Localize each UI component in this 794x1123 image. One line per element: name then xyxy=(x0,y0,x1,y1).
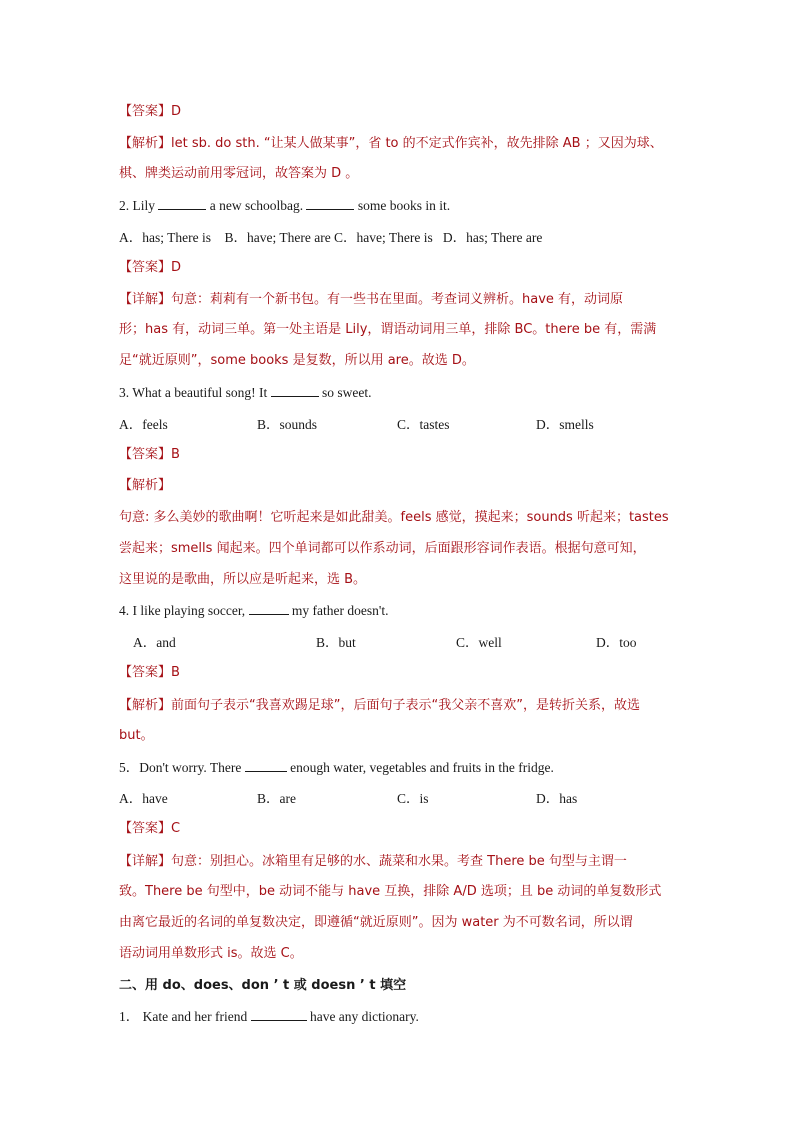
q5-stem xyxy=(119,759,554,777)
q5-option-d: D．has xyxy=(536,791,578,806)
q5-option-c: C．is xyxy=(397,791,429,806)
detail-tag: 【详解】 xyxy=(119,854,172,869)
q3-option-d: D．smells xyxy=(536,417,594,432)
analysis-tag: 【解析】 xyxy=(119,136,172,151)
stem-text: some books in it. xyxy=(354,198,451,213)
analysis-text: let sb. do sth. “让某人做某事”，省 to 的不定式作宾补，故先排除 AB ；又因为球、 xyxy=(171,136,663,151)
detail-text: 句意：别担心。冰箱里有足够的水、蔬菜和水果。考查 There be 句型与主谓一 xyxy=(171,854,627,869)
q3-analysis-line2: 尝起来；smells 闻起来。四个单词都可以作系动词，后面跟形容词作表语。根据句意可知， xyxy=(119,541,646,556)
q2-answer: 【答案】D xyxy=(119,260,182,275)
analysis-text: 前面句子表示“我喜欢踢足球”，后面句子表示“我父亲不喜欢”，是转折关系，故选 xyxy=(171,698,640,713)
q5-detail xyxy=(119,852,627,871)
detail-text: 句意：莉莉有一个新书包。有一些书在里面。考查词义辨析。have 有，动词原 xyxy=(171,292,624,307)
section-2-title: 二、用 do、does、don ’ t 或 doesn ’ t 填空 xyxy=(119,978,407,993)
stem-text: 5．Don't worry. There xyxy=(119,760,245,775)
stem-text: have any dictionary. xyxy=(306,1009,419,1024)
stem-text: 1． Kate and her friend xyxy=(119,1009,251,1024)
q5-option-a: A．have xyxy=(119,791,168,806)
q4-analysis-line2: but。 xyxy=(119,728,154,743)
q5-detail-line4: 语动词用单数形式 is。故选 C。 xyxy=(119,946,303,961)
q5-detail-line3: 由离它最近的名词的单复数决定，即遵循“就近原则”。因为 water 为不可数名词，所以谓 xyxy=(119,915,633,930)
q3-option-b: B．sounds xyxy=(257,417,318,432)
answer-blank xyxy=(271,384,319,397)
q4-stem xyxy=(119,602,388,620)
answer-blank xyxy=(245,759,287,772)
q4-option-b: B．but xyxy=(316,635,356,650)
q3-analysis-line1: 句意: 多么美妙的歌曲啊！它听起来是如此甜美。feels 感觉，摸起来；sounds 听起来；tastes xyxy=(119,510,669,525)
q1-analysis-line2: 棋、牌类运动前用零冠词，故答案为 D 。 xyxy=(119,166,359,181)
stem-text: 4. I like playing soccer, xyxy=(119,603,249,618)
stem-text: enough water, vegetables and fruits in the fridge. xyxy=(286,760,554,775)
q4-analysis xyxy=(119,696,640,715)
s2-q1-stem xyxy=(119,1008,419,1026)
q4-option-c: C．well xyxy=(456,635,502,650)
q4-answer: 【答案】B xyxy=(119,665,180,680)
stem-text: a new schoolbag. xyxy=(206,198,307,213)
q4-option-a: A．and xyxy=(133,635,176,650)
q3-analysis-line3: 这里说的是歌曲，所以应是听起来，选 B。 xyxy=(119,572,367,587)
q3-answer: 【答案】B xyxy=(119,447,180,462)
q3-stem xyxy=(119,384,371,402)
answer-blank xyxy=(306,197,354,210)
answer-blank xyxy=(158,197,206,210)
detail-tag: 【详解】 xyxy=(119,292,172,307)
q2-detail-line3: 足“就近原则”，some books 是复数，所以用 are。故选 D。 xyxy=(119,353,475,368)
analysis-tag: 【解析】 xyxy=(119,698,172,713)
stem-text: 3. What a beautiful song! It xyxy=(119,385,271,400)
answer-blank xyxy=(249,602,289,615)
q5-option-b: B．are xyxy=(257,791,296,806)
q1-answer: 【答案】D xyxy=(119,104,182,119)
q2-options: A．has; There is B．have; There are C．have; There is D．has; There are xyxy=(119,230,543,245)
q2-stem xyxy=(119,197,450,215)
q4-option-d: D．too xyxy=(596,635,637,650)
q3-option-a: A．feels xyxy=(119,417,168,432)
q5-detail-line2: 致。There be 句型中，be 动词不能与 have 互换，排除 A/D 选项；且 be 动词的单复数形式 xyxy=(119,884,662,899)
q5-answer: 【答案】C xyxy=(119,821,181,836)
stem-text: my father doesn't. xyxy=(288,603,389,618)
q2-detail-line2: 形；has 有，动词三单。第一处主语是 Lily，谓语动词用三单，排除 BC。there be 有，需满 xyxy=(119,322,657,337)
q1-analysis xyxy=(119,134,663,153)
stem-text: 2. Lily xyxy=(119,198,159,213)
q3-option-c: C．tastes xyxy=(397,417,450,432)
answer-blank xyxy=(251,1008,307,1021)
q2-detail xyxy=(119,290,623,309)
q3-analysis-tag: 【解析】 xyxy=(119,478,172,493)
stem-text: so sweet. xyxy=(318,385,372,400)
